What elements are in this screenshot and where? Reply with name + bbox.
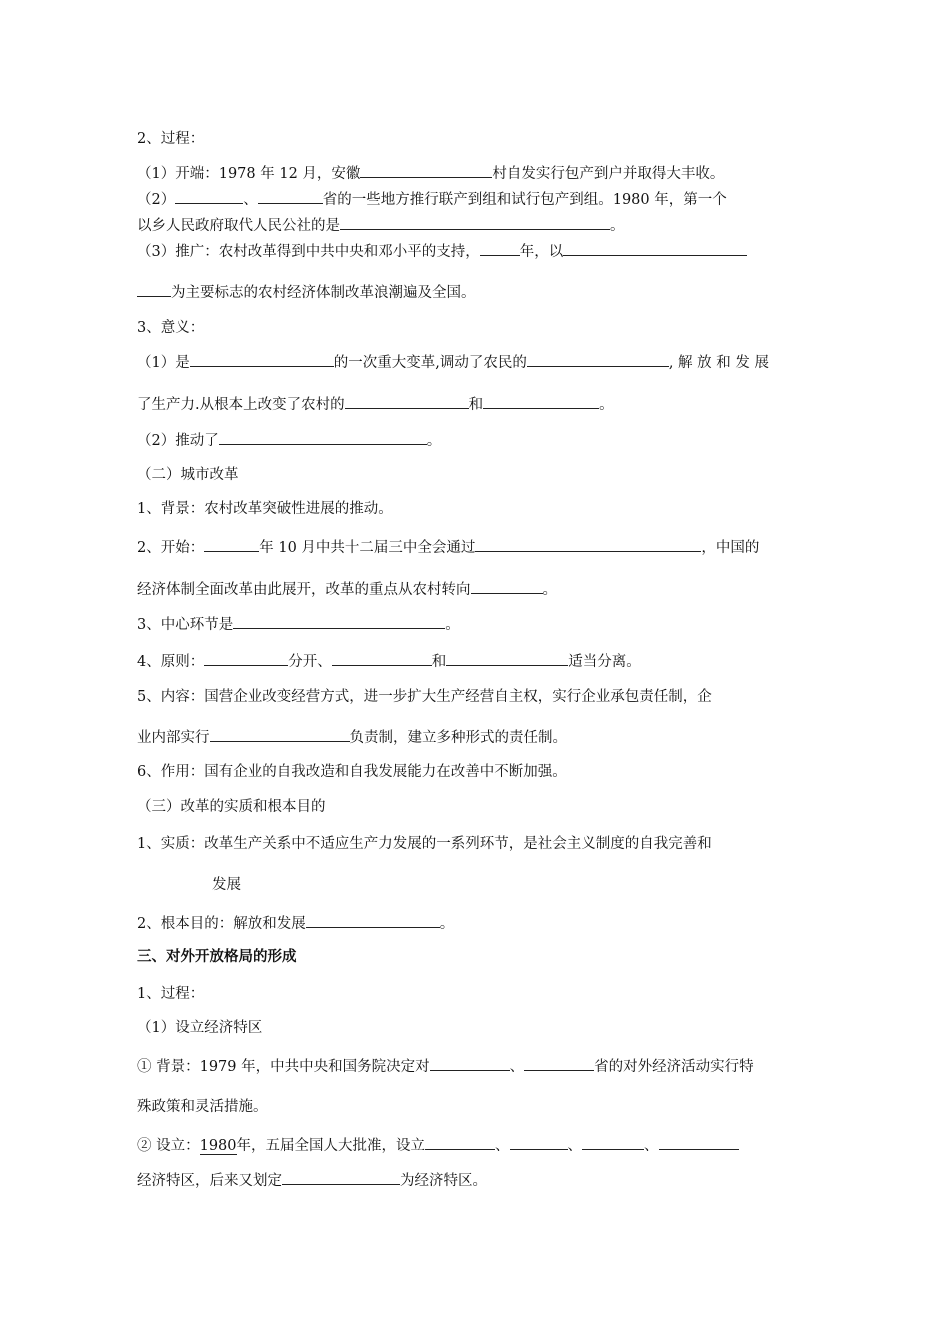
text: 为经济特区。 bbox=[400, 1173, 487, 1189]
blank-field[interactable] bbox=[360, 162, 492, 178]
text: 和 bbox=[468, 397, 484, 413]
text: 适当分离。 bbox=[568, 654, 641, 670]
line-sez-background-cont bbox=[137, 1097, 268, 1117]
blank-field[interactable] bbox=[527, 351, 669, 367]
blank-field[interactable] bbox=[480, 240, 520, 256]
blank-field[interactable] bbox=[471, 578, 543, 594]
text: 3、意义： bbox=[137, 320, 205, 336]
blank-field[interactable] bbox=[306, 912, 440, 928]
text: 。 bbox=[439, 916, 455, 932]
blank-field[interactable] bbox=[332, 650, 432, 666]
line-process2 bbox=[137, 984, 204, 1004]
text: 。 bbox=[610, 218, 625, 234]
blank-field[interactable] bbox=[345, 393, 469, 409]
text: 以乡人民政府取代人民公社的是 bbox=[137, 218, 340, 234]
line-start bbox=[137, 162, 724, 184]
text: 1、背景：农村改革突破性进展的推动。 bbox=[137, 501, 393, 517]
text: 。 bbox=[599, 397, 614, 413]
blank-field[interactable] bbox=[582, 1134, 644, 1150]
line-sez-establish bbox=[137, 1134, 739, 1156]
line-central-link bbox=[137, 613, 460, 635]
text: 殊政策和灵活措施。 bbox=[137, 1099, 268, 1115]
text: 、 bbox=[243, 192, 258, 208]
blank-field[interactable] bbox=[659, 1134, 739, 1150]
text: 经济体制全面改革由此展开，改革的重点从农村转向 bbox=[137, 582, 471, 598]
line-significance1 bbox=[137, 351, 769, 373]
text: 、 bbox=[644, 1138, 659, 1154]
subsection-essence bbox=[137, 797, 326, 817]
year-underlined: 1980 bbox=[199, 1138, 237, 1154]
line-principle bbox=[137, 650, 641, 672]
blank-field[interactable] bbox=[204, 650, 288, 666]
section-heading-opening-up bbox=[137, 947, 297, 967]
blank-field[interactable] bbox=[524, 1055, 594, 1071]
text: 业内部实行 bbox=[137, 730, 210, 746]
blank-field[interactable] bbox=[446, 650, 568, 666]
text: 1、实质：改革生产关系中不适应生产力发展的一系列环节，是社会主义制度的自我完善和 bbox=[137, 836, 712, 852]
text: 三、对外开放格局的形成 bbox=[137, 949, 297, 965]
line-content-cont bbox=[137, 726, 567, 748]
line-stage2 bbox=[137, 188, 727, 210]
text: 。 bbox=[542, 582, 557, 598]
blank-field[interactable] bbox=[233, 613, 445, 629]
text: 省的一些地方推行联产到组和试行包产到组。1980 年，第一个 bbox=[322, 192, 727, 208]
text: 。 bbox=[445, 617, 460, 633]
text: 为主要标志的农村经济体制改革浪潮遍及全国。 bbox=[171, 285, 476, 301]
blank-field[interactable] bbox=[175, 188, 243, 204]
line-essence-cont bbox=[212, 875, 241, 895]
subsection-urban-reform bbox=[137, 465, 239, 485]
text: （1）设立经济特区 bbox=[137, 1020, 263, 1036]
line-sez-background bbox=[137, 1055, 754, 1077]
line-fundamental-purpose bbox=[137, 912, 454, 934]
text: 发展 bbox=[212, 877, 241, 893]
blank-field[interactable] bbox=[258, 188, 323, 204]
text: 、 bbox=[495, 1138, 510, 1154]
text: 和 bbox=[431, 654, 447, 670]
text: 、 bbox=[509, 1059, 525, 1075]
blank-field[interactable] bbox=[510, 1134, 568, 1150]
blank-field[interactable] bbox=[190, 351, 334, 367]
text: 经济特区，后来又划定 bbox=[137, 1173, 282, 1189]
blank-field[interactable] bbox=[430, 1055, 510, 1071]
blank-field[interactable] bbox=[563, 240, 747, 256]
text: 5、内容：国营企业改变经营方式，进一步扩大生产经营自主权，实行企业承包责任制，企 bbox=[137, 689, 712, 705]
section-significance-heading bbox=[137, 318, 204, 338]
blank-field[interactable] bbox=[483, 393, 599, 409]
blank-field[interactable] bbox=[219, 429, 427, 445]
text: 2、开始： bbox=[137, 540, 205, 556]
text: （1）是 bbox=[137, 355, 190, 371]
blank-field[interactable] bbox=[204, 536, 259, 552]
text: 。 bbox=[426, 433, 442, 449]
line-background bbox=[137, 499, 393, 519]
text: 年，五届全国人大批准，设立 bbox=[236, 1138, 426, 1154]
line-significance1-cont bbox=[137, 393, 614, 415]
subsection-sez bbox=[137, 1018, 262, 1038]
line-content bbox=[137, 687, 712, 707]
blank-field[interactable] bbox=[210, 726, 350, 742]
text: 、 bbox=[567, 1138, 583, 1154]
text: （2） bbox=[137, 192, 176, 208]
text: 年，以 bbox=[519, 244, 564, 260]
line-promotion-cont bbox=[137, 281, 476, 303]
text: 年 10 月中共十二届三中全会通过 bbox=[259, 540, 476, 556]
section-process-heading bbox=[137, 129, 204, 149]
text: （1）开端：1978 年 12 月，安徽 bbox=[137, 166, 361, 182]
text: ，中国的 bbox=[701, 540, 760, 556]
text: ① 背景：1979 年，中共中央和国务院决定对 bbox=[137, 1059, 430, 1075]
blank-field[interactable] bbox=[475, 536, 701, 552]
text: 负责制，建立多种形式的责任制。 bbox=[349, 730, 567, 746]
line-stage2-cont bbox=[137, 214, 625, 236]
line-beginning bbox=[137, 536, 759, 558]
line-sez-establish-cont bbox=[137, 1169, 487, 1191]
blank-field[interactable] bbox=[425, 1134, 495, 1150]
line-promotion bbox=[137, 240, 747, 262]
text: 6、作用：国有企业的自我改造和自我发展能力在改善中不断加强。 bbox=[137, 764, 567, 780]
text: 2、根本目的：解放和发展 bbox=[137, 916, 306, 932]
text: 分开、 bbox=[288, 654, 332, 670]
text: 1、过程： bbox=[137, 986, 205, 1002]
blank-field[interactable] bbox=[282, 1169, 400, 1185]
blank-field[interactable] bbox=[340, 214, 610, 230]
blank-field[interactable] bbox=[137, 281, 171, 297]
text: （2）推动了 bbox=[137, 433, 219, 449]
text: 村自发实行包产到户并取得大丰收。 bbox=[492, 166, 725, 182]
text: , 解 放 和 发 展 bbox=[668, 355, 769, 371]
text: 3、中心环节是 bbox=[137, 617, 234, 633]
text: 2、过程： bbox=[137, 131, 205, 147]
text: （三）改革的实质和根本目的 bbox=[137, 799, 326, 815]
text: 4、原则： bbox=[137, 654, 205, 670]
line-effect bbox=[137, 762, 567, 782]
line-beginning-cont bbox=[137, 578, 557, 600]
text: 的一次重大变革,调动了农民的 bbox=[333, 355, 527, 371]
text: （3）推广：农村改革得到中共中央和邓小平的支持， bbox=[137, 244, 480, 260]
text: （二）城市改革 bbox=[137, 467, 239, 483]
text: ② 设立： bbox=[137, 1138, 200, 1154]
line-significance2 bbox=[137, 429, 441, 451]
text: 省的对外经济活动实行特 bbox=[594, 1059, 754, 1075]
line-essence bbox=[137, 834, 712, 854]
text: 了生产力.从根本上改变了农村的 bbox=[137, 397, 345, 413]
